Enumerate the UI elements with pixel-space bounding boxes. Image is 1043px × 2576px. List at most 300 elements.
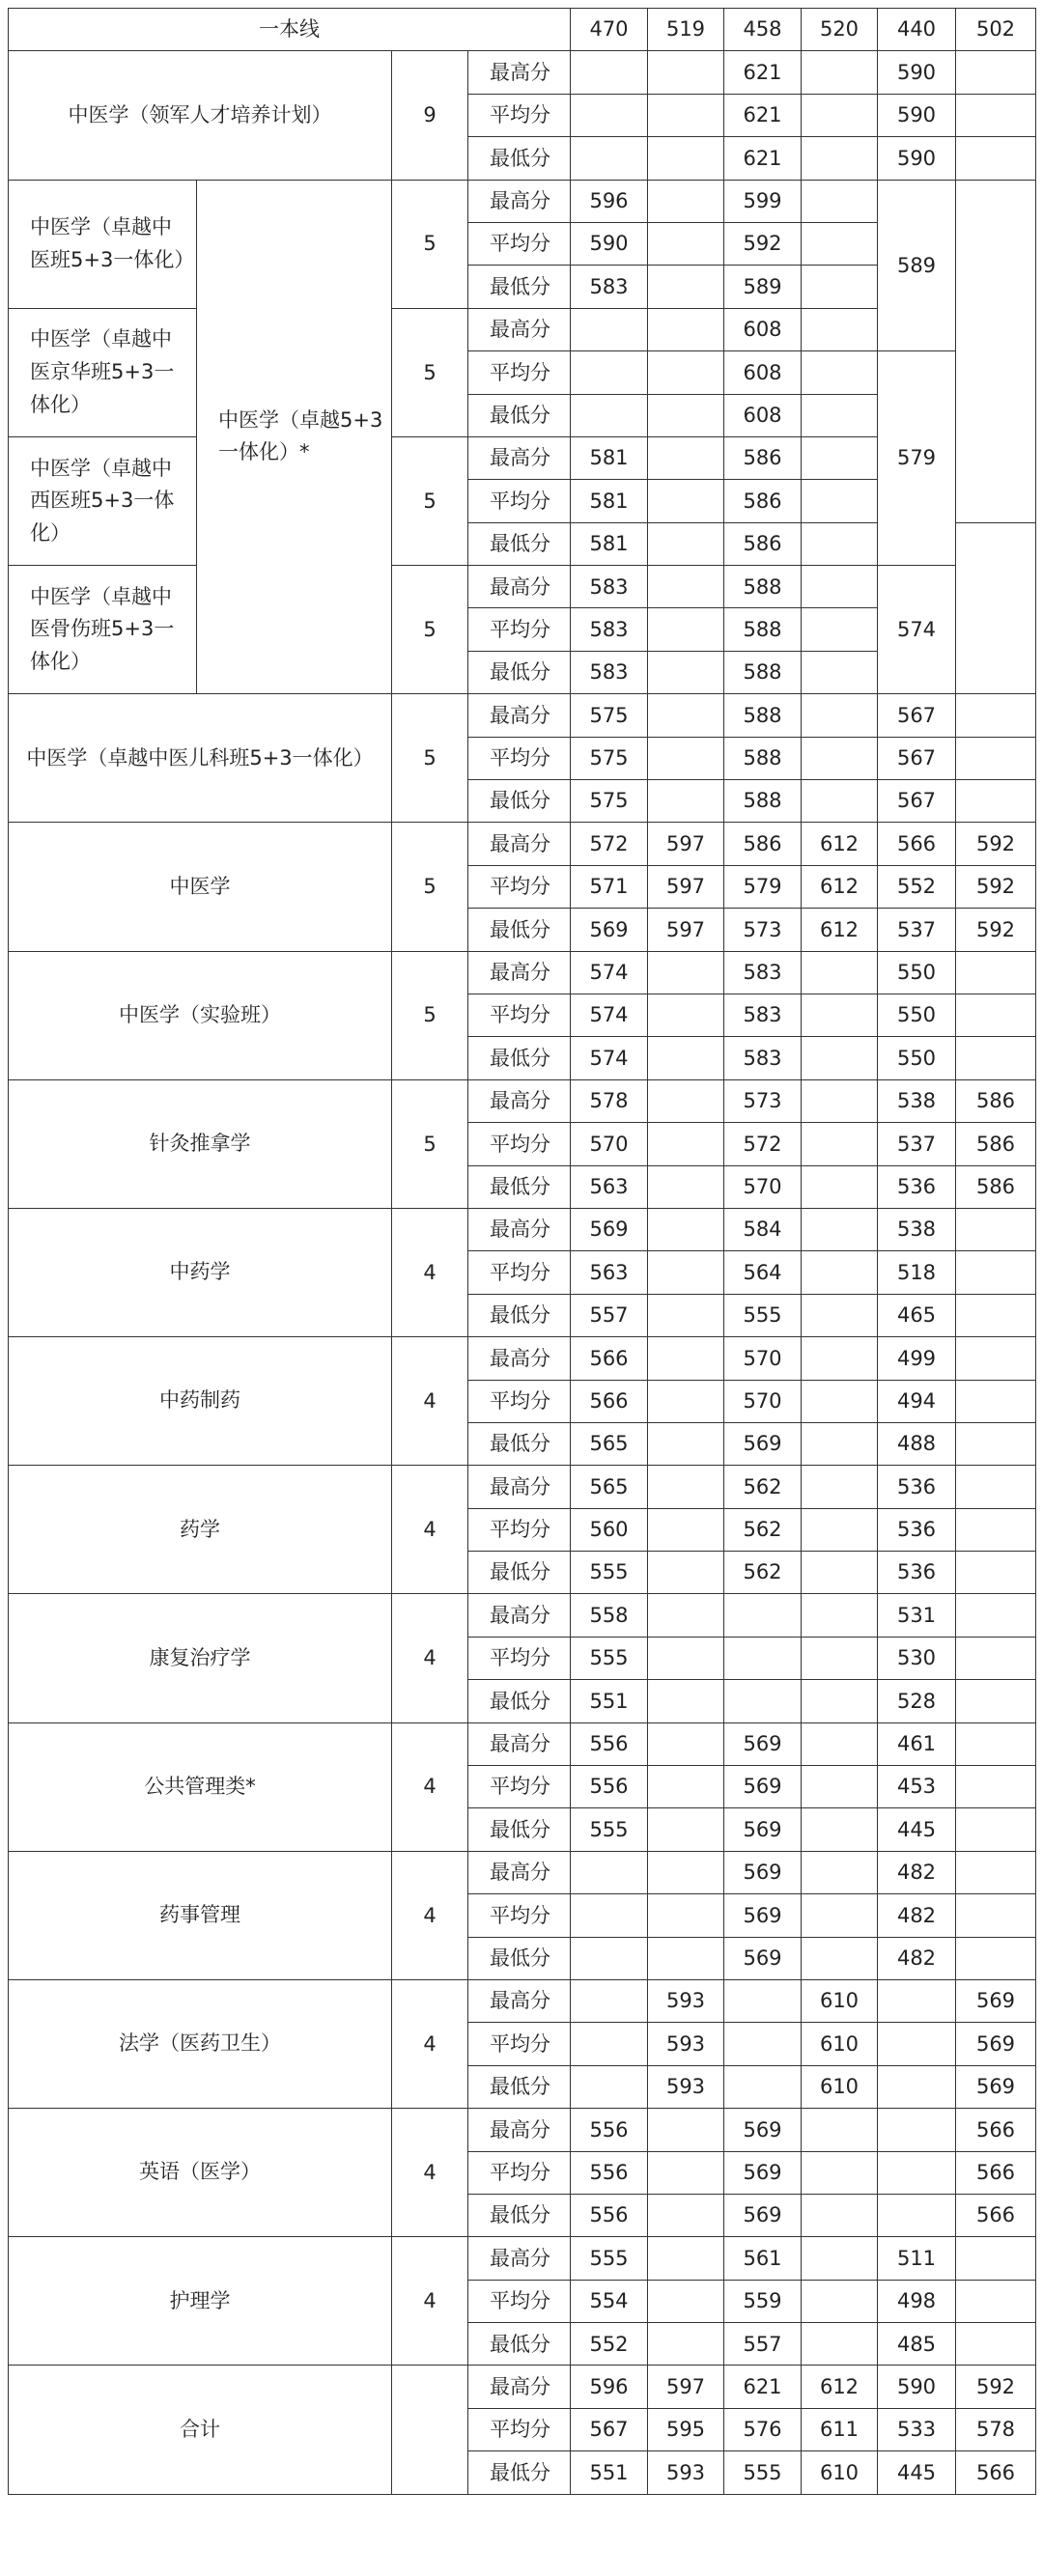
- score-cell: 597: [648, 909, 724, 951]
- score-cell: [802, 1422, 878, 1465]
- score-cell: [648, 1508, 724, 1551]
- table-row: [9, 566, 1036, 608]
- table-row: [9, 51, 1036, 94]
- score-cell: [571, 308, 648, 350]
- score-type-label: 最低分: [468, 1680, 571, 1722]
- score-cell: 621: [724, 51, 802, 94]
- score-cell: 583: [571, 566, 648, 608]
- program-years: 5: [392, 951, 468, 1079]
- program-years: 4: [392, 2109, 468, 2237]
- score-cell: [648, 1680, 724, 1722]
- score-cell: 566: [956, 2109, 1036, 2151]
- score-cell: 569: [724, 1894, 802, 1937]
- score-cell: [802, 1722, 878, 1765]
- score-cell: 528: [878, 1680, 956, 1722]
- score-cell: [802, 394, 878, 436]
- score-cell: [956, 1808, 1036, 1851]
- score-cell: 588: [724, 608, 802, 651]
- score-cell: [956, 2237, 1036, 2280]
- table-row: [9, 694, 1036, 737]
- score-cell: [648, 51, 724, 94]
- score-cell: [802, 1637, 878, 1679]
- score-cell: [878, 2194, 956, 2236]
- score-cell: 569: [724, 1937, 802, 1979]
- score-type-label: 平均分: [468, 2408, 571, 2450]
- program-years: 4: [392, 1594, 468, 1722]
- score-cell: 575: [571, 780, 648, 823]
- score-cell: 586: [724, 823, 802, 865]
- table-row: [9, 951, 1036, 994]
- score-cell: [648, 1466, 724, 1508]
- score-cell-empty: [956, 180, 1036, 522]
- header-value: 470: [571, 9, 648, 51]
- score-cell: [648, 1766, 724, 1808]
- score-cell: [802, 1251, 878, 1294]
- score-cell: 576: [724, 2408, 802, 2450]
- score-type-label: 最低分: [468, 2451, 571, 2494]
- score-cell: [648, 1637, 724, 1679]
- major-name: 药学: [9, 1466, 392, 1594]
- score-type-label: 最低分: [468, 1808, 571, 1851]
- score-cell: [956, 1422, 1036, 1465]
- score-cell: [802, 1680, 878, 1722]
- score-cell: 621: [724, 137, 802, 180]
- score-cell: 597: [648, 823, 724, 865]
- score-cell: 610: [802, 2065, 878, 2108]
- score-cell: 586: [956, 1123, 1036, 1165]
- score-cell: 574: [571, 994, 648, 1036]
- score-cell: [648, 651, 724, 693]
- score-cell: [571, 1851, 648, 1893]
- score-cell: 563: [571, 1165, 648, 1208]
- table-row: [9, 1979, 1036, 2022]
- score-cell: 562: [724, 1508, 802, 1551]
- score-type-label: 最低分: [468, 909, 571, 951]
- program-years: 9: [392, 51, 468, 180]
- score-cell: [648, 694, 724, 737]
- score-cell: [956, 1037, 1036, 1079]
- score-cell: 538: [878, 1208, 956, 1250]
- score-cell: [571, 2023, 648, 2065]
- program-years: 5: [392, 694, 468, 823]
- score-cell: 557: [571, 1294, 648, 1336]
- table-row: [9, 1722, 1036, 1765]
- table-body: [9, 9, 1036, 2495]
- score-cell: [802, 2280, 878, 2322]
- major-name: 中医学: [9, 823, 392, 951]
- score-cell: 550: [878, 951, 956, 994]
- score-cell: [956, 1294, 1036, 1336]
- score-cell: 570: [571, 1123, 648, 1165]
- score-cell: [956, 1851, 1036, 1893]
- score-type-label: 最低分: [468, 2323, 571, 2366]
- score-type-label: 平均分: [468, 737, 571, 779]
- score-cell: 572: [724, 1123, 802, 1165]
- header-row: [9, 9, 1036, 51]
- score-cell: [648, 1722, 724, 1765]
- score-cell: [802, 1937, 878, 1979]
- sub-major-name: 中医学（卓越中西医班5+3一体化）: [9, 436, 197, 565]
- score-cell: 556: [571, 1722, 648, 1765]
- score-type-label: 最低分: [468, 1552, 571, 1594]
- score-cell: [648, 522, 724, 565]
- score-type-label: 平均分: [468, 480, 571, 522]
- score-cell: [802, 1037, 878, 1079]
- score-cell: 608: [724, 308, 802, 350]
- score-cell: 575: [571, 694, 648, 737]
- score-cell: 588: [724, 566, 802, 608]
- score-cell: [956, 951, 1036, 994]
- score-cell: 610: [802, 1979, 878, 2022]
- score-type-label: 最高分: [468, 1722, 571, 1765]
- score-cell: 555: [571, 1808, 648, 1851]
- score-cell: [648, 2151, 724, 2194]
- score-cell: [571, 51, 648, 94]
- score-cell-merged: 589: [878, 180, 956, 351]
- score-type-label: 最高分: [468, 51, 571, 94]
- major-name: 药事管理: [9, 1851, 392, 1979]
- program-years: 5: [392, 566, 468, 694]
- sub-major-name: 中医学（卓越中医骨伤班5+3一体化）: [9, 566, 197, 694]
- score-cell: 588: [724, 737, 802, 779]
- score-cell: [648, 480, 724, 522]
- header-value: 458: [724, 9, 802, 51]
- score-cell: [648, 351, 724, 394]
- table-row: [9, 2366, 1036, 2408]
- score-type-label: 最高分: [468, 2237, 571, 2280]
- score-cell: [802, 1123, 878, 1165]
- score-cell: 588: [724, 780, 802, 823]
- score-cell: 555: [571, 2237, 648, 2280]
- program-years: [392, 2366, 468, 2494]
- score-cell: [648, 308, 724, 350]
- program-years: 5: [392, 1079, 468, 1208]
- score-cell: [956, 1208, 1036, 1250]
- score-cell: [648, 566, 724, 608]
- major-name: 法学（医药卫生）: [9, 1979, 392, 2108]
- score-cell: 611: [802, 2408, 878, 2450]
- score-type-label: 平均分: [468, 1894, 571, 1937]
- score-cell: 583: [724, 951, 802, 994]
- score-cell: [648, 951, 724, 994]
- score-cell: 590: [878, 94, 956, 136]
- program-years: 4: [392, 1851, 468, 1979]
- score-cell: [802, 94, 878, 136]
- major-name: 护理学: [9, 2237, 392, 2366]
- score-cell: 570: [724, 1380, 802, 1422]
- major-name: 中医学（领军人才培养计划）: [9, 51, 392, 180]
- score-cell: 555: [571, 1552, 648, 1594]
- table-row: [9, 1079, 1036, 1122]
- score-cell: 537: [878, 1123, 956, 1165]
- score-cell: [648, 1208, 724, 1250]
- score-cell: 569: [724, 1722, 802, 1765]
- score-type-label: 最高分: [468, 180, 571, 222]
- score-cell: 554: [571, 2280, 648, 2322]
- score-cell: [956, 137, 1036, 180]
- score-cell: 586: [956, 1165, 1036, 1208]
- score-type-label: 最高分: [468, 308, 571, 350]
- score-cell: 583: [571, 266, 648, 308]
- score-cell: 556: [571, 1766, 648, 1808]
- score-type-label: 最高分: [468, 2109, 571, 2151]
- score-type-label: 平均分: [468, 865, 571, 908]
- score-type-label: 最高分: [468, 1079, 571, 1122]
- score-type-label: 最低分: [468, 266, 571, 308]
- score-cell: 574: [571, 951, 648, 994]
- score-cell: [878, 2023, 956, 2065]
- score-type-label: 平均分: [468, 1380, 571, 1422]
- score-cell: 596: [571, 2366, 648, 2408]
- score-cell: [956, 94, 1036, 136]
- score-type-label: 最低分: [468, 2194, 571, 2236]
- score-type-label: 最低分: [468, 137, 571, 180]
- score-cell: [956, 1251, 1036, 1294]
- score-cell: 453: [878, 1766, 956, 1808]
- score-type-label: 最高分: [468, 694, 571, 737]
- header-value: 502: [956, 9, 1036, 51]
- score-cell: 569: [724, 2194, 802, 2236]
- score-cell: 465: [878, 1294, 956, 1336]
- score-cell: [802, 522, 878, 565]
- score-cell: 555: [724, 1294, 802, 1336]
- score-cell: [648, 1337, 724, 1380]
- score-cell: [956, 1937, 1036, 1979]
- score-cell: 590: [878, 137, 956, 180]
- score-cell: 586: [724, 436, 802, 479]
- program-years: 5: [392, 436, 468, 565]
- score-cell: [802, 1208, 878, 1250]
- score-cell: [956, 780, 1036, 823]
- major-name: 中药学: [9, 1208, 392, 1336]
- score-type-label: 平均分: [468, 2280, 571, 2322]
- score-cell: 579: [724, 865, 802, 908]
- score-cell: [956, 1337, 1036, 1380]
- score-cell: [802, 51, 878, 94]
- score-cell: [802, 137, 878, 180]
- score-type-label: 平均分: [468, 2023, 571, 2065]
- score-cell: [571, 1937, 648, 1979]
- score-cell: [571, 2065, 648, 2108]
- score-type-label: 平均分: [468, 1766, 571, 1808]
- program-years: 4: [392, 2237, 468, 2366]
- table-row: [9, 1851, 1036, 1893]
- score-cell: [802, 436, 878, 479]
- score-cell: [802, 1508, 878, 1551]
- program-years: 5: [392, 308, 468, 436]
- score-cell: 511: [878, 2237, 956, 2280]
- score-cell: [648, 1165, 724, 1208]
- score-type-label: 最高分: [468, 1979, 571, 2022]
- score-cell: [648, 1851, 724, 1893]
- score-type-label: 最高分: [468, 566, 571, 608]
- score-type-label: 最高分: [468, 436, 571, 479]
- score-cell: 482: [878, 1851, 956, 1893]
- score-cell: 574: [571, 1037, 648, 1079]
- score-cell: 552: [878, 865, 956, 908]
- score-cell: 590: [878, 2366, 956, 2408]
- score-cell: [571, 1979, 648, 2022]
- major-name: 中医学（卓越中医儿科班5+3一体化）: [9, 694, 392, 823]
- score-cell: [648, 2280, 724, 2322]
- table-row: [9, 1594, 1036, 1637]
- score-cell: 583: [724, 1037, 802, 1079]
- score-cell: 612: [802, 909, 878, 951]
- score-type-label: 最低分: [468, 2065, 571, 2108]
- score-cell: [802, 351, 878, 394]
- score-cell: [648, 222, 724, 265]
- score-cell: [802, 737, 878, 779]
- score-cell: [648, 1808, 724, 1851]
- score-type-label: 平均分: [468, 1251, 571, 1294]
- header-value: 519: [648, 9, 724, 51]
- score-cell: [956, 1594, 1036, 1637]
- header-label: 一本线: [9, 9, 571, 51]
- score-cell: [956, 1508, 1036, 1551]
- score-cell: [802, 180, 878, 222]
- score-cell: [648, 1937, 724, 1979]
- program-years: 4: [392, 1722, 468, 1851]
- score-cell: [802, 1552, 878, 1594]
- table-row: [9, 1337, 1036, 1380]
- score-cell: 498: [878, 2280, 956, 2322]
- score-cell: 536: [878, 1165, 956, 1208]
- score-cell: [802, 651, 878, 693]
- score-cell: [648, 266, 724, 308]
- score-cell: 499: [878, 1337, 956, 1380]
- score-cell: 621: [724, 2366, 802, 2408]
- score-cell: [802, 222, 878, 265]
- score-cell: 482: [878, 1894, 956, 1937]
- score-cell: 565: [571, 1422, 648, 1465]
- score-cell: [648, 180, 724, 222]
- score-cell-merged: 579: [878, 351, 956, 566]
- score-cell: 566: [956, 2151, 1036, 2194]
- score-cell: 608: [724, 351, 802, 394]
- score-cell: [802, 1337, 878, 1380]
- score-cell: 569: [956, 2065, 1036, 2108]
- score-cell: [956, 51, 1036, 94]
- score-cell: [956, 994, 1036, 1036]
- table-row: [9, 180, 1036, 222]
- score-cell: [802, 1851, 878, 1893]
- score-cell: 593: [648, 2065, 724, 2108]
- score-cell: [802, 1380, 878, 1422]
- score-cell: 556: [571, 2109, 648, 2151]
- score-cell: [571, 394, 648, 436]
- score-cell: 570: [724, 1165, 802, 1208]
- score-cell: 596: [571, 180, 648, 222]
- score-cell: [956, 1766, 1036, 1808]
- admission-score-table: [8, 8, 1036, 2495]
- score-cell: 592: [956, 823, 1036, 865]
- major-name: 公共管理类*: [9, 1722, 392, 1851]
- score-cell: [648, 1380, 724, 1422]
- score-cell: [571, 351, 648, 394]
- score-cell: 581: [571, 436, 648, 479]
- score-type-label: 最高分: [468, 823, 571, 865]
- score-cell: [878, 1979, 956, 2022]
- score-cell: 567: [878, 737, 956, 779]
- score-cell: 494: [878, 1380, 956, 1422]
- score-cell: [724, 1637, 802, 1679]
- score-cell: 589: [724, 266, 802, 308]
- score-cell: [802, 1079, 878, 1122]
- score-cell: [724, 1594, 802, 1637]
- score-cell: 560: [571, 1508, 648, 1551]
- score-cell: 593: [648, 2023, 724, 2065]
- score-type-label: 最高分: [468, 1851, 571, 1893]
- score-cell: 610: [802, 2451, 878, 2494]
- score-cell: [648, 1422, 724, 1465]
- score-cell: [571, 1894, 648, 1937]
- score-cell: [648, 1894, 724, 1937]
- score-cell: 573: [724, 909, 802, 951]
- score-cell: 461: [878, 1722, 956, 1765]
- score-type-label: 最高分: [468, 2366, 571, 2408]
- score-cell: 569: [724, 1808, 802, 1851]
- score-cell: [802, 2151, 878, 2194]
- table-row: [9, 2109, 1036, 2151]
- score-type-label: 平均分: [468, 2151, 571, 2194]
- header-value: 520: [802, 9, 878, 51]
- score-type-label: 平均分: [468, 1637, 571, 1679]
- score-type-label: 最低分: [468, 1422, 571, 1465]
- score-cell: [956, 1552, 1036, 1594]
- score-cell: 608: [724, 394, 802, 436]
- score-cell: [724, 1680, 802, 1722]
- score-cell: 569: [724, 1422, 802, 1465]
- score-cell: 586: [724, 480, 802, 522]
- table-row: [9, 1466, 1036, 1508]
- score-cell: [802, 1294, 878, 1336]
- score-cell: [648, 436, 724, 479]
- score-cell: 566: [571, 1380, 648, 1422]
- major-name: 合计: [9, 2366, 392, 2494]
- major-name: 中药制药: [9, 1337, 392, 1466]
- major-name: 英语（医学）: [9, 2109, 392, 2237]
- score-cell: [648, 2237, 724, 2280]
- score-cell: 563: [571, 1251, 648, 1294]
- score-cell: 485: [878, 2323, 956, 2366]
- score-cell: 570: [724, 1337, 802, 1380]
- score-cell: [802, 2323, 878, 2366]
- score-cell: 518: [878, 1251, 956, 1294]
- score-cell: 590: [571, 222, 648, 265]
- score-cell: 536: [878, 1466, 956, 1508]
- score-type-label: 最低分: [468, 1937, 571, 1979]
- score-cell: [648, 137, 724, 180]
- score-type-label: 最高分: [468, 1466, 571, 1508]
- score-cell: 592: [956, 909, 1036, 951]
- score-cell-merged: 574: [878, 566, 956, 694]
- score-cell: 583: [571, 651, 648, 693]
- score-type-label: 平均分: [468, 351, 571, 394]
- score-cell: 551: [571, 1680, 648, 1722]
- score-cell: [956, 1637, 1036, 1679]
- score-cell: 569: [956, 2023, 1036, 2065]
- score-cell: [956, 1894, 1036, 1937]
- score-cell: 592: [956, 2366, 1036, 2408]
- score-cell: 573: [724, 1079, 802, 1122]
- score-cell: 569: [724, 1851, 802, 1893]
- score-cell: 595: [648, 2408, 724, 2450]
- major-group-name: 中医学（卓越5+3一体化）*: [197, 180, 392, 694]
- score-cell: [802, 308, 878, 350]
- score-cell: 569: [571, 1208, 648, 1250]
- score-cell: 531: [878, 1594, 956, 1637]
- score-cell: [648, 780, 724, 823]
